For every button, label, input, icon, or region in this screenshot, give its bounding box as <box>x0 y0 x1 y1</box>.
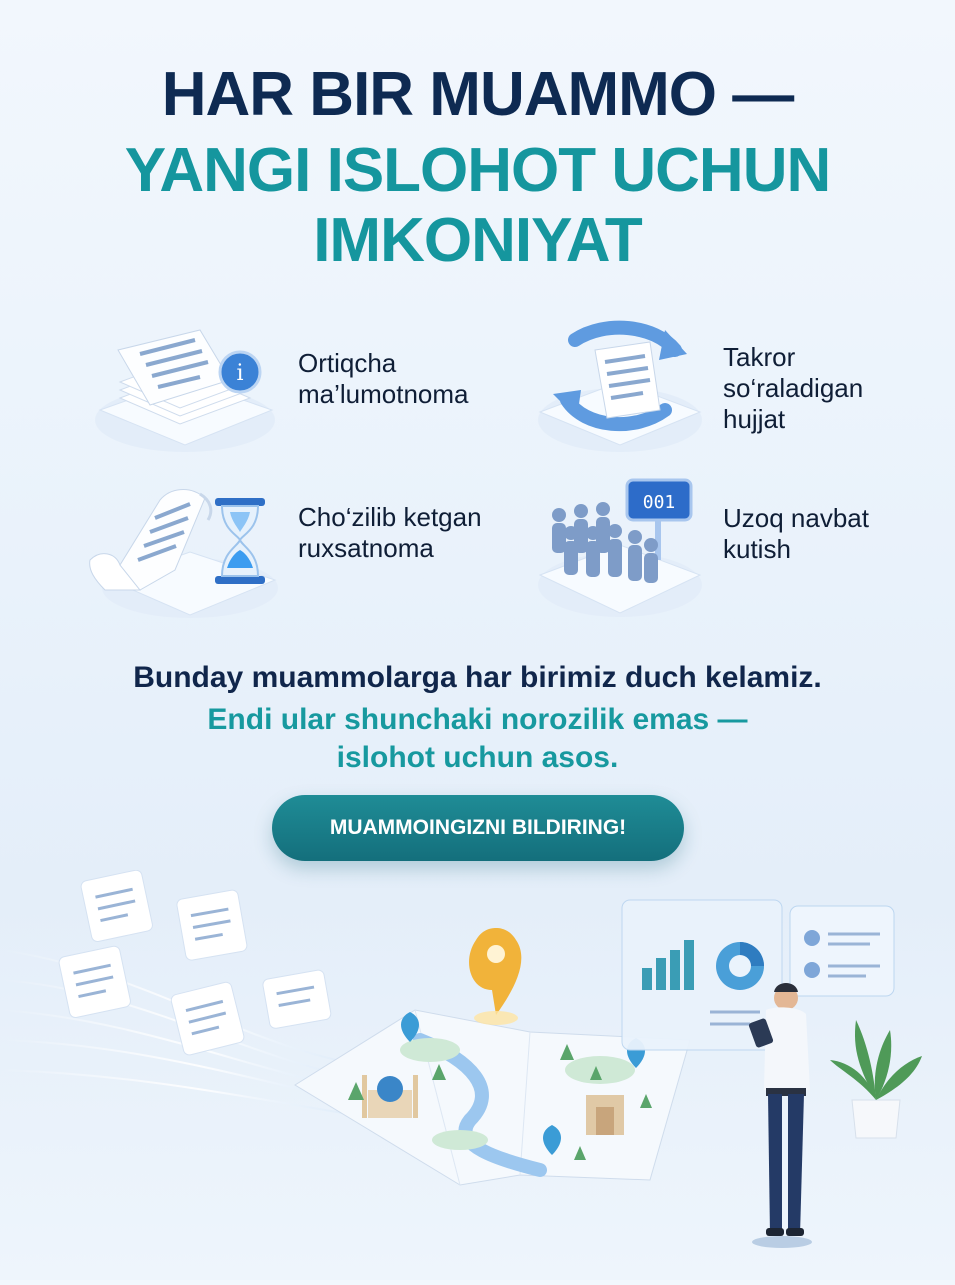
documents-info-icon <box>90 320 280 465</box>
problem-label-line: Cho‘zilib ketgan <box>298 502 482 532</box>
person-with-tablet-icon <box>748 983 812 1248</box>
queue-people-icon <box>535 475 705 630</box>
problem-label-line: ruxsatnoma <box>298 533 434 563</box>
reform-illustration <box>0 870 955 1280</box>
problem-label-line: Ortiqcha <box>298 348 397 378</box>
potted-plant-icon <box>830 1020 922 1138</box>
report-problem-button[interactable]: MUAMMOINGIZNI BILDIRING! <box>272 795 684 861</box>
message-line-2: Endi ular shunchaki norozilik emas — <box>207 703 748 736</box>
queue-ticket-number: 001 <box>642 492 676 513</box>
headline-line-1: HAR BIR MUAMMO — <box>161 60 794 129</box>
problem-label-line: ma’lumotnoma <box>298 379 469 409</box>
message-line-3: islohot uchun asos. <box>336 741 619 774</box>
problem-label-line: so‘raladigan <box>723 373 864 403</box>
problem-label-line: kutish <box>723 534 791 564</box>
problem-label-line: hujjat <box>723 404 786 434</box>
headline-line-2: YANGI ISLOHOT UCHUN <box>124 136 831 205</box>
problem-label-line: Takror <box>723 342 796 372</box>
message-line-1: Bunday muammolarga har birimiz duch kelamiz. <box>133 661 822 694</box>
problem-label-line: Uzoq navbat <box>723 503 869 533</box>
repeat-document-icon <box>535 320 705 465</box>
scroll-hourglass-icon <box>80 480 280 630</box>
headline-line-3: IMKONIYAT <box>313 206 642 275</box>
svg-text:i: i <box>236 361 244 386</box>
floating-document-icon <box>58 870 332 1056</box>
